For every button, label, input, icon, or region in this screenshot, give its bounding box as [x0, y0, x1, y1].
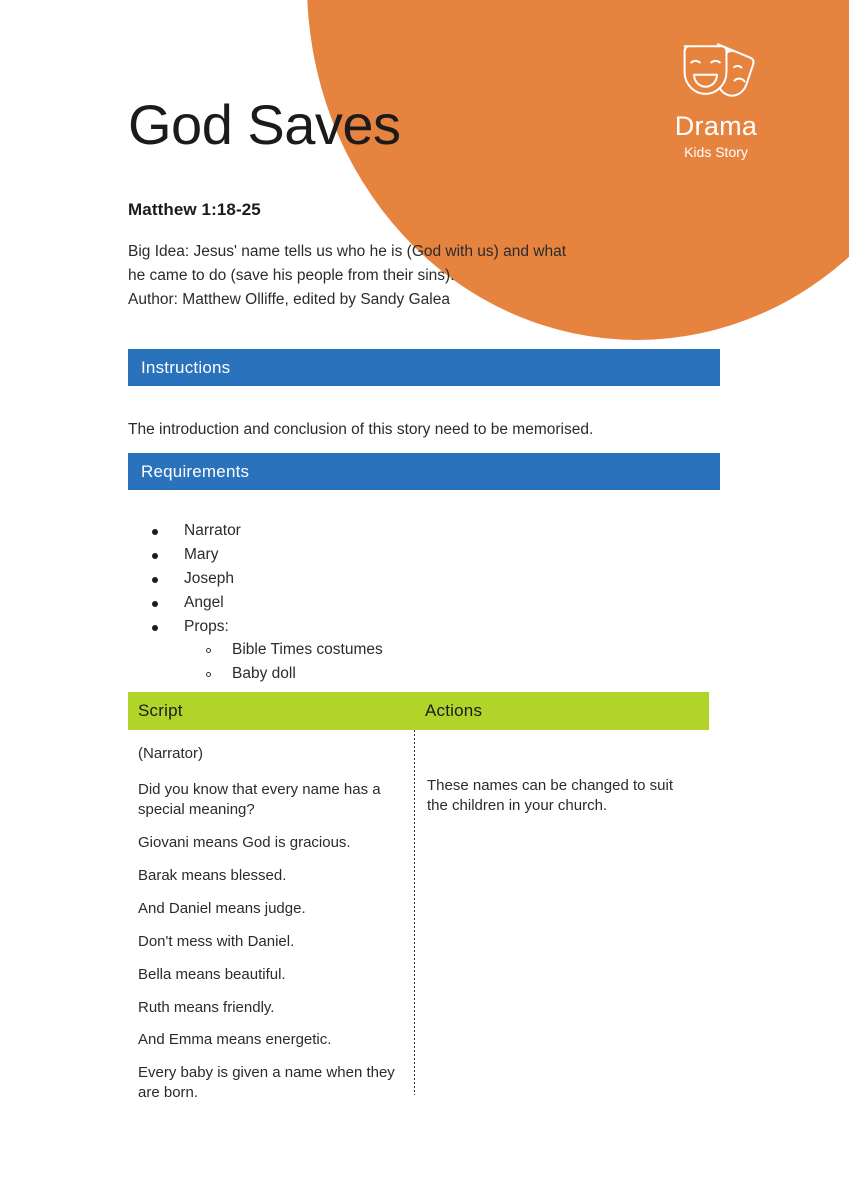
- list-item: [128, 592, 648, 615]
- column-header-actions: Actions: [425, 701, 483, 720]
- bible-reference: Matthew 1:18-25: [128, 200, 261, 219]
- table-row: These names can be changed to suit the children in your church.: [427, 777, 673, 814]
- list-item-label: Narrator: [184, 522, 241, 539]
- page-title: God Saves: [128, 93, 401, 156]
- list-item-label: Bible Times costumes: [232, 640, 383, 658]
- theatre-masks-icon: [621, 38, 811, 104]
- list-item: [128, 616, 648, 686]
- big-idea-text: Big Idea: Jesus' name tells us who he is (God with us) and what he came to do (save his people from their sins).: [128, 243, 567, 285]
- table-row: Giovani means God is gracious.: [138, 833, 351, 851]
- list-item-label: Angel: [184, 593, 224, 611]
- list-item: [128, 520, 648, 543]
- table-row: Every baby is given a name when they are born.: [138, 1064, 395, 1102]
- actions-column-cell: [415, 744, 709, 1116]
- list-item-label: Baby doll: [232, 664, 296, 682]
- column-header-script: Script: [138, 701, 183, 720]
- brand-subtitle: Kids Story: [684, 144, 748, 161]
- table-header-row: [128, 692, 709, 730]
- instructions-body: The introduction and conclusion of this story need to be memorised.: [128, 421, 594, 438]
- author-text: Author: Matthew Olliffe, edited by Sandy Galea: [128, 291, 450, 309]
- table-row: And Daniel means judge.: [138, 899, 306, 917]
- table-body: [128, 730, 709, 1116]
- document-intro: [128, 240, 578, 312]
- table-row: Barak means blessed.: [138, 866, 287, 884]
- section-header-requirements-label: Requirements: [141, 461, 250, 481]
- table-row: Did you know that every name has a special meaning?: [138, 780, 381, 818]
- list-item: [184, 639, 648, 662]
- requirements-list: [128, 520, 648, 687]
- script-column-cell: [128, 744, 415, 1116]
- table-row: Don't mess with Daniel.: [138, 932, 295, 950]
- table-row: Ruth means friendly.: [138, 998, 275, 1016]
- table-row: And Emma means energetic.: [138, 1031, 332, 1049]
- section-header-instructions: [128, 349, 720, 386]
- list-item-label: Props:: [184, 617, 229, 635]
- list-item: [128, 568, 648, 591]
- brand-title: Drama: [674, 111, 758, 141]
- section-header-instructions-label: Instructions: [141, 357, 231, 377]
- list-item: [128, 544, 648, 567]
- column-divider: [414, 730, 415, 1095]
- brand-logo-block: [621, 38, 811, 161]
- table-row: (Narrator): [138, 745, 204, 762]
- list-item-label: Joseph: [184, 569, 234, 587]
- script-table: [128, 692, 709, 1116]
- table-row: Bella means beautiful.: [138, 965, 286, 983]
- section-header-requirements: [128, 453, 720, 490]
- list-item-label: Mary: [184, 545, 219, 563]
- props-sublist: [184, 639, 648, 686]
- list-item: [184, 663, 648, 686]
